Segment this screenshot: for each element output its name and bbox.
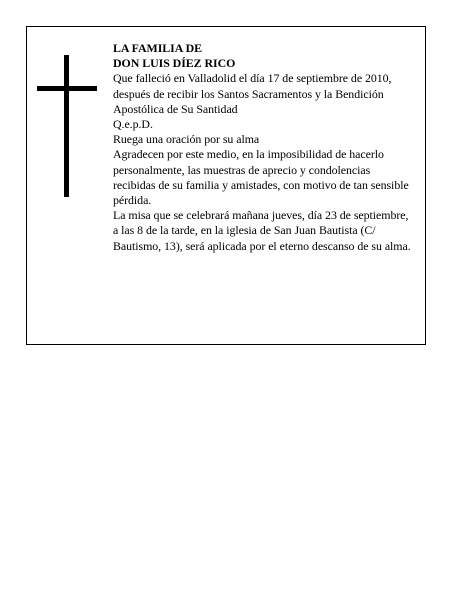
family-heading: LA FAMILIA DE [113,41,202,55]
rip-line: Q.e.p.D. [113,117,153,132]
cross-vertical-bar [64,55,69,197]
death-paragraph: Que falleció en Valladolid el día 17 de septiembre de 2010, después de recibir los Santos Sacramentos y la Bendición Apostólica de Su Santidad [113,71,392,116]
obituary-notice [26,26,426,345]
cross-horizontal-bar [37,86,97,91]
thanks-paragraph: Agradecen por este medio, en la imposibilidad de hacerlo personalmente, las muestras de aprecio y condolencias recibidas de su familia y amistades, con motivo de tan sensible pérdida. [113,147,409,208]
prayer-line: Ruega una oración por su alma [113,132,260,147]
cross-icon [37,55,97,197]
deceased-name: DON LUIS DÍEZ RICO [113,56,236,71]
mass-paragraph: La misa que se celebrará mañana jueves, día 23 de septiembre, a las 8 de la tarde, en la iglesia de San Juan Bautista (C/ Bautismo, 13), será aplicada por el eterno descanso de su alma. [113,208,411,253]
notice-text [113,41,413,254]
